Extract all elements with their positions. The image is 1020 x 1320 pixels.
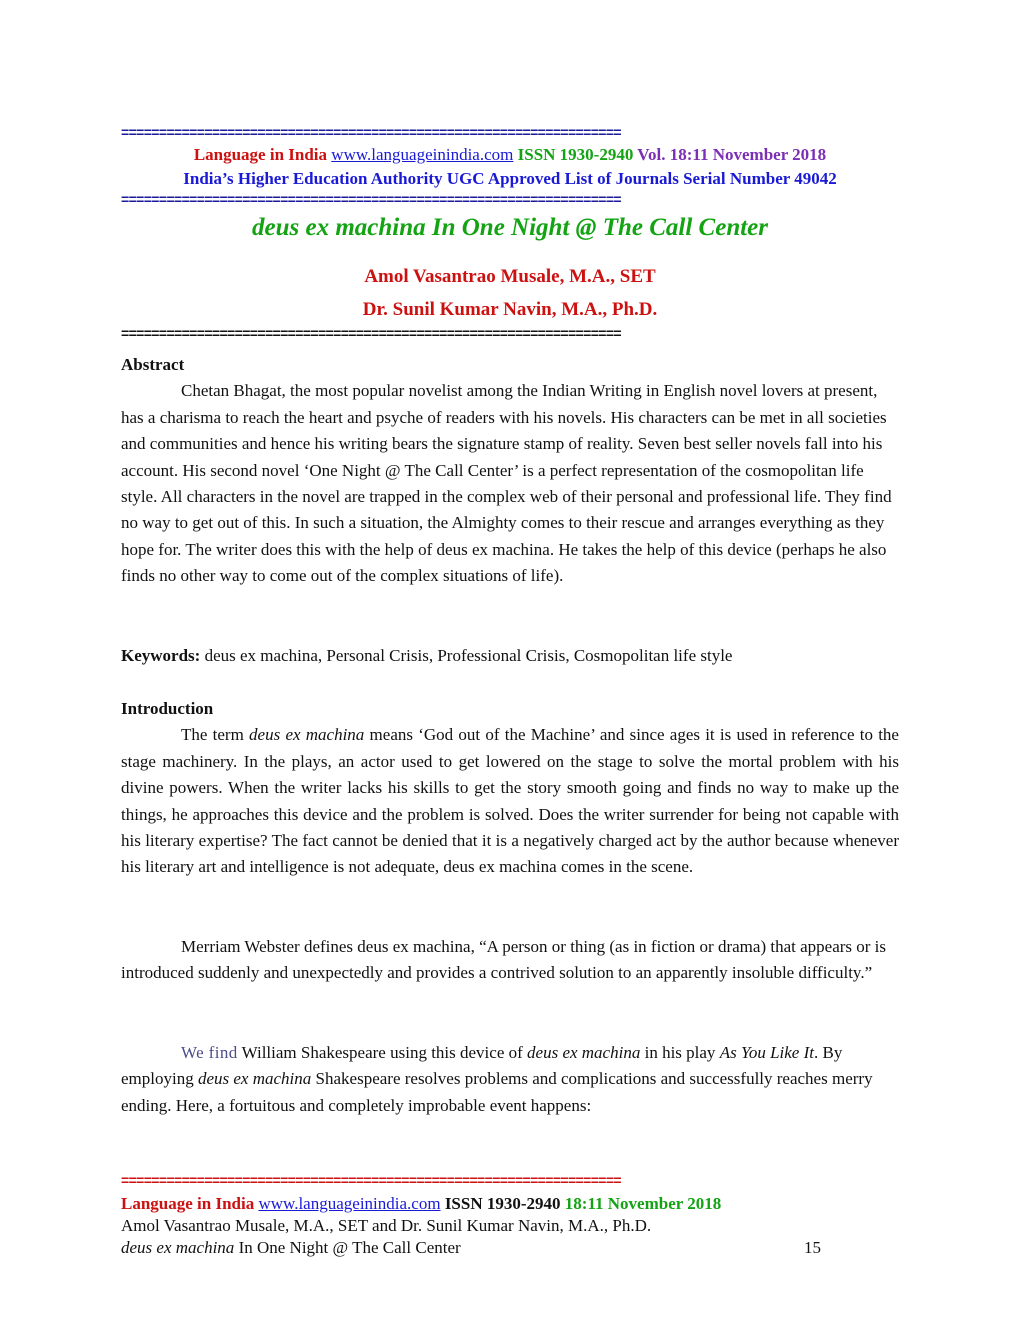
journal-url-link[interactable]: www.languageinindia.com [331, 145, 514, 164]
footer-issue: 18:11 November 2018 [564, 1194, 722, 1213]
introduction-paragraph-1: The term deus ex machina means ‘God out of the Machine’ and since ages it is used in reference to the stage machinery. In the plays, an actor used to get lowered on the stage to solve the mortal problem with his divine powers. When the writer lacks his skills to get the story smooth going and finds no way to make up the things, he approaches this device and the problem is solved. Does the writer surrender for being not capable with his literary expertise? The fact cannot be denied that it is a negatively charged act by the author because whenever his literary art and intelligence is not adequate, deus ex machina comes in the scene. [121, 725, 899, 877]
introduction-paragraph-3: We find William Shakespeare using this device of deus ex machina in his play As You Like It. By employing deus ex machina Shakespeare resolves problems and complications and successfully reaches merry ending. Here, a fortuitous and completely improbable event happens: [121, 1043, 873, 1115]
introduction-paragraph-3-block [121, 1040, 899, 1119]
journal-volume: Vol. 18:11 November 2018 [637, 145, 827, 164]
keywords-text: deus ex machina, Personal Crisis, Professional Crisis, Cosmopolitan life style [200, 646, 733, 665]
footer-journal-line [121, 1193, 821, 1215]
play-title: As You Like It [719, 1043, 814, 1062]
footer-journal-name: Language in India [121, 1194, 255, 1213]
footer-authors: Amol Vasantrao Musale, M.A., SET and Dr. Sunil Kumar Navin, M.A., Ph.D. [121, 1216, 652, 1235]
page-footer [121, 1193, 821, 1259]
abstract-section [121, 352, 899, 590]
introduction-paragraph-2-block [121, 934, 899, 987]
article-title: deus ex machina In One Night @ The Call Center [252, 214, 768, 241]
term-deus-ex-machina: deus ex machina [249, 725, 365, 745]
header-rule-bottom: ================================================================== [121, 193, 622, 206]
page-number: 15 [804, 1238, 821, 1257]
footer-title-line: deus ex machina In One Night @ The Call Center 15 [121, 1238, 821, 1257]
introduction-section [121, 696, 899, 881]
title-rule: ================================================================== [121, 327, 622, 340]
introduction-paragraph-2: Merriam Webster defines deus ex machina, “A person or thing (as in fiction or drama) that appears or is introduced suddenly and unexpectedly and provides a contrived solution to an apparently insoluble difficulty.” [121, 937, 887, 983]
keywords-section [121, 643, 899, 669]
journal-name: Language in India [193, 145, 328, 164]
journal-issn: ISSN 1930-2940 [517, 145, 634, 164]
introduction-heading: Introduction [121, 699, 214, 718]
header-rule-top: ================================================================== [121, 126, 622, 139]
abstract-heading: Abstract [121, 355, 185, 374]
footer-url-link[interactable]: www.languageinindia.com [258, 1194, 441, 1213]
author-2: Dr. Sunil Kumar Navin, M.A., Ph.D. [362, 299, 658, 320]
journal-header-line [0, 145, 1020, 165]
ugc-approval-line: India’s Higher Education Authority UGC Approved List of Journals Serial Number 49042 [183, 169, 837, 188]
footer-issn: ISSN 1930-2940 [444, 1194, 561, 1213]
abstract-text: Chetan Bhagat, the most popular novelist among the Indian Writing in English novel lovers at present, has a charisma to reach the heart and psyche of readers with his novels. His characters can be met in all societies and communities and hence his writing bears the signature stamp of reality. Seven best seller novels fall into his account. His second novel ‘One Night @ The Call Center’ is a perfect representation of the cosmopolitan life style. All characters in the novel are trapped in the complex web of their personal and professional life. They find no way to get out of this. In such a situation, the Almighty comes to their rescue and arranges everything as they hope for. The writer does this with the help of deus ex machina. He takes the help of this device (perhaps he also finds no other way to come out of the complex situations of life). [121, 381, 892, 586]
author-1: Amol Vasantrao Musale, M.A., SET [364, 266, 656, 287]
keywords-label: Keywords: [121, 646, 201, 665]
footer-rule: ================================================================== [121, 1174, 622, 1187]
